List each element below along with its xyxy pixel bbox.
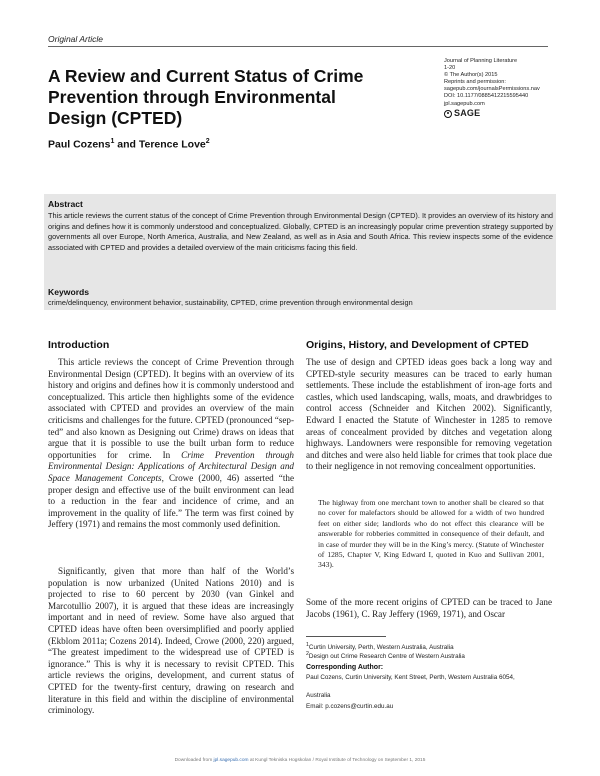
affiliation-footnote-2 bbox=[306, 650, 465, 661]
author-line bbox=[48, 138, 210, 151]
abstract-text: This article reviews the current status of the concept of Crime Prevention through Environmental Design (CPTED). It provides an overview of its history and origins and defines how it is commonly understood and conceptualized. Globally, CPTED is an increasingly popular crime prevention strategy supported by governments all over Europe, North America, Australia, and New Zealand, as well as in Asia and South Africa. This review inspects some of the evidence associated with CPTED and provides a detailed overview of the main criticisms facing this field. bbox=[48, 211, 553, 252]
author-2[interactable]: Terence Love bbox=[138, 138, 206, 151]
corresponding-author-address: Paul Cozens, Curtin University, Kent Street, Perth, Western Australia 6054, bbox=[306, 674, 515, 681]
publisher-logo bbox=[444, 110, 554, 118]
footnote-divider bbox=[306, 636, 386, 637]
journal-meta bbox=[444, 58, 554, 118]
origins-paragraph-1: The use of design and CPTED ideas goes back a long way and CPTED-style security measures can be traced to early human settlements. These include the establishment of iron-age forts and castles, which used landscaping, walls, moats, and drawbridges to control access (Schneider and Kitchen 2002). Significantly, Edward I enacted the Statute of Winchester in 1285 to remove areas of concealment provided by ditches and vegetation along highways. Landowners were responsible for removing vegetation and ditches and were also held liable for crimes that took place due to their negligence in not removing concealment opportunities. bbox=[306, 357, 552, 472]
doi[interactable]: DOI: 10.1177/0885412215595440 bbox=[444, 93, 529, 100]
intro-p1-text-a: This article reviews the concept of Crime Prevention through Environmental Design (CPTED). It begins with an overview of its history and origins and defines how it is commonly understood and conceptualized. This article then highlights some of the evidence associated with CPTED and provides an overview of the main criticisms and challenges for the future. CPTED (pronounced “sep-ted” and also known as Designing out Crime) draws on ideas that argue that it is possible to use the built urban form to reduce opportunities for crime. In bbox=[48, 357, 294, 460]
reprints-label: Reprints and permission: bbox=[444, 79, 506, 86]
footnote-2-mark: 2 bbox=[306, 651, 309, 657]
article-type-label: Original Article bbox=[48, 34, 103, 44]
origins-paragraph-2: Some of the more recent origins of CPTED can be traced to Jane Jacobs (1961), C. Ray Jeffery (1969, 1971), and Oscar bbox=[306, 597, 552, 619]
download-suffix: at Kungl Tekniska Hogskolan / Royal Institute of Technology on September 1, 2015 bbox=[249, 758, 426, 763]
intro-p1-book-title: Crime Prevention through Environmental Design: Applications of Architectural Design and Space Management Concepts bbox=[48, 449, 294, 483]
corresponding-author-heading: Corresponding Author: bbox=[306, 664, 384, 671]
author-2-affiliation-mark: 2 bbox=[205, 138, 210, 145]
page-range: 1-20 bbox=[444, 65, 456, 72]
block-quote: The highway from one merchant town to another shall be cleared so that no cover for malefactors should be allowed for a width of two hundred feet on either side; landlords who do not effect this clearance will be answerable for robberies committed in consequence of their default, and in case of murder they will be in the King’s mercy. (Statute of Winchester of 1285, Chapter V, King Edward I, quoted in Kuo and Sullivan 2001, 343). bbox=[318, 498, 544, 570]
footnote-1-text: Curtin University, Perth, Western Australia, Australia bbox=[308, 644, 454, 652]
journal-name: Journal of Planning Literature bbox=[444, 58, 518, 64]
origins-heading: Origins, History, and Development of CPTED bbox=[306, 339, 529, 351]
author-1-affiliation-mark: 1 bbox=[110, 138, 115, 145]
keywords-heading: Keywords bbox=[48, 287, 90, 297]
keywords-text: crime/delinquency, environment behavior, sustainability, CPTED, crime prevention through environmental design bbox=[48, 298, 413, 307]
publisher-name: SAGE bbox=[454, 108, 481, 119]
author-1[interactable]: Paul Cozens bbox=[48, 138, 111, 151]
introduction-heading: Introduction bbox=[48, 339, 110, 351]
journal-site-link[interactable]: jpl.sagepub.com bbox=[444, 100, 485, 107]
author-connector: and bbox=[117, 138, 136, 151]
introduction-paragraph-1 bbox=[48, 357, 294, 531]
introduction-paragraph-2: Significantly, given that more than half of the World’s population is now urbanized (United Nations 2010) and is projected to rise to 60 percent by 2030 (van Ginkel and Marcotullio 2007), it is argued that these ideas are increasingly important and in need of review. Some have also argued that CPTED ideas have often been oversimplified and poorly applied (Ekblom 2011a; Cozens 2014). Indeed, Crowe (2000, 220) argued, “The greatest impediment to the widespread use of CPTED is ignorance.” This is why it is necessary to revisit CPTED. This article reviews the origins, development, and current status of CPTED for the twenty-first century, drawing on research and literature in this field and within the discipline of environmental criminology. bbox=[48, 566, 294, 716]
download-prefix: Downloaded from bbox=[174, 758, 213, 763]
sage-logo-icon bbox=[444, 110, 452, 118]
intro-p1-text-b: , Crowe (2000, 46) asserted “the proper design and effective use of the built environment can lead to a reduction in the fear and incidence of crime, and an improvement in the quality of life.” The term was first coined by Jeffery (1971) and remains the most commonly used definition. bbox=[48, 472, 295, 530]
header-divider bbox=[48, 46, 548, 47]
corresponding-author-email[interactable]: Email: p.cozens@curtin.edu.au bbox=[306, 703, 394, 710]
download-source-link[interactable]: jpl.sagepub.com bbox=[213, 758, 249, 763]
corresponding-author-country: Australia bbox=[306, 692, 331, 699]
article-title: A Review and Current Status of Crime Prevention through Environmental Design (CPTED) bbox=[48, 66, 364, 128]
footnote-2-text: Design out Crime Research Centre of Western Australia bbox=[308, 653, 465, 661]
permissions-link[interactable]: sagepub.com/journalsPermissions.nav bbox=[444, 86, 540, 93]
copyright: © The Author(s) 2015 bbox=[444, 72, 498, 79]
abstract-heading: Abstract bbox=[48, 199, 83, 209]
download-notice bbox=[0, 758, 600, 763]
footnote-1-mark: 1 bbox=[306, 642, 309, 648]
